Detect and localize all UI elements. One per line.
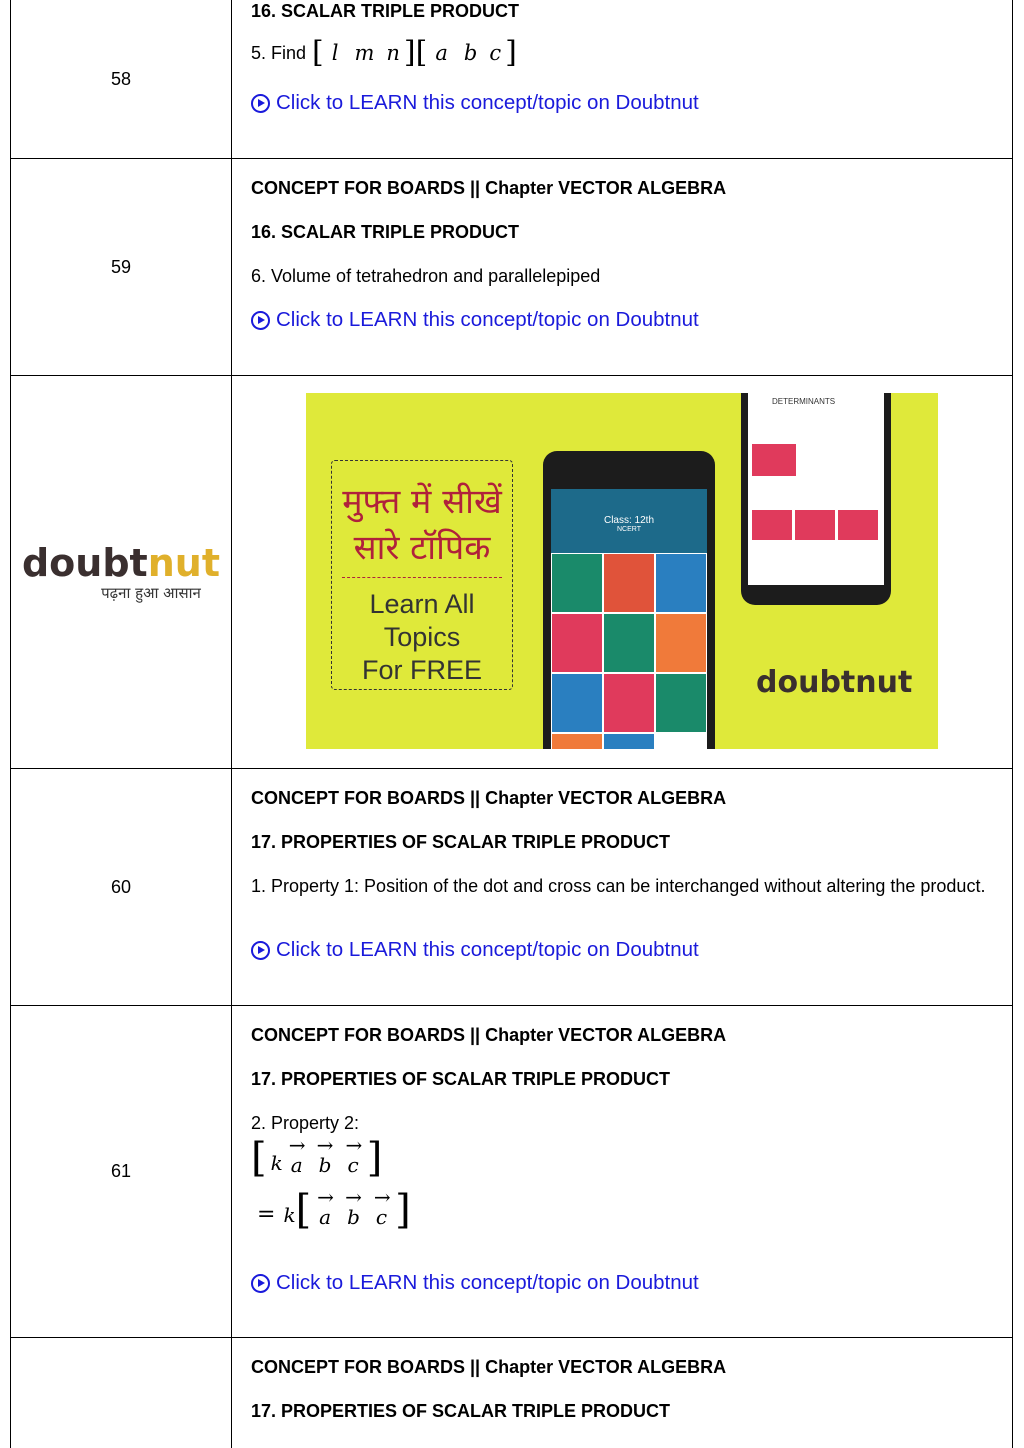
find-label: 5. Find xyxy=(251,43,307,63)
determinants-title: DETERMINANTS xyxy=(772,397,836,406)
tile xyxy=(655,613,707,673)
promo-banner[interactable] xyxy=(306,393,938,749)
banner-row xyxy=(10,376,1013,769)
row-content xyxy=(232,1006,1012,1337)
formula-line-1 xyxy=(251,1130,992,1180)
row-content xyxy=(232,1338,1012,1448)
bracket-close: ][ xyxy=(403,35,428,70)
phone-screen xyxy=(551,489,707,749)
tile xyxy=(603,613,655,673)
play-icon xyxy=(251,311,270,330)
row-number: 59 xyxy=(11,159,232,375)
promo-text-box xyxy=(331,460,513,690)
screen-header xyxy=(551,489,707,553)
class-label: Class: 12th xyxy=(603,515,655,526)
vector-c: → c xyxy=(347,1140,358,1176)
hindi-line-1: मुफ्त में सीखें xyxy=(342,482,502,522)
banner-brand: doubtnut xyxy=(756,665,913,700)
vector-a: → a xyxy=(291,1140,303,1176)
row-61 xyxy=(10,1006,1013,1338)
row-62 xyxy=(10,1338,1013,1448)
row-number: 58 xyxy=(11,0,232,158)
card xyxy=(838,510,878,540)
play-icon xyxy=(251,941,270,960)
concept-heading: CONCEPT FOR BOARDS || Chapter VECTOR ALGEBRA xyxy=(251,1357,727,1377)
math-l: l xyxy=(331,41,339,65)
learn-line-3: For FREE xyxy=(361,655,482,685)
question-text: 6. Volume of tetrahedron and parallelepiped xyxy=(251,266,601,286)
tile xyxy=(603,553,655,613)
concept-heading: CONCEPT FOR BOARDS || Chapter VECTOR ALGEBRA xyxy=(251,1025,727,1045)
link-label[interactable]: Click to LEARN this concept/topic on Doubtnut xyxy=(276,1271,699,1294)
tile xyxy=(655,553,707,613)
math-c: c xyxy=(489,41,502,65)
formula-line-2 xyxy=(251,1182,992,1232)
topic-grid xyxy=(551,553,707,749)
vector-a: → a xyxy=(319,1192,331,1228)
row-number xyxy=(11,1338,232,1448)
board-label: NCERT xyxy=(617,526,641,533)
bracket-open: [ xyxy=(295,1187,312,1233)
math-a: a xyxy=(435,41,448,65)
card xyxy=(752,510,792,540)
row-59 xyxy=(10,159,1013,376)
tile xyxy=(603,673,655,733)
bracket-close: ] xyxy=(395,1187,411,1233)
row-58 xyxy=(10,0,1013,159)
hindi-line-2: सारे टॉपिक xyxy=(353,528,491,568)
logo-wordmark: doubtnut xyxy=(21,541,220,585)
learn-link[interactable] xyxy=(251,92,992,114)
vector-b: → b xyxy=(319,1140,332,1176)
row-content xyxy=(232,159,1012,375)
equals: = xyxy=(257,1202,276,1227)
card-row xyxy=(752,506,880,540)
topic-heading: 17. PROPERTIES OF SCALAR TRIPLE PRODUCT xyxy=(251,1069,671,1089)
row-60 xyxy=(10,769,1013,1006)
math-n: n xyxy=(386,41,400,65)
math-b: b xyxy=(463,41,478,65)
learn-line-1: Learn All xyxy=(369,589,475,619)
logo-tagline: पढ़ना हुआ आसान xyxy=(101,584,201,602)
phone-image-front xyxy=(543,451,715,749)
phone-image-back xyxy=(741,393,891,605)
tile xyxy=(551,673,603,733)
tile xyxy=(551,613,603,673)
row-number: 60 xyxy=(11,769,232,1005)
phone-screen xyxy=(748,393,884,585)
topic-heading: 16. SCALAR TRIPLE PRODUCT xyxy=(251,1,520,21)
bracket-close: ] xyxy=(505,35,517,70)
vector-c: → c xyxy=(376,1192,387,1228)
question-text: 1. Property 1: Position of the dot and cross can be interchanged without altering the product. xyxy=(251,876,986,896)
tile xyxy=(551,733,603,749)
card xyxy=(795,510,835,540)
link-label[interactable]: Click to LEARN this concept/topic on Doubtnut xyxy=(276,938,699,961)
vector-b: → b xyxy=(347,1192,360,1228)
tile xyxy=(655,673,707,733)
learn-link[interactable] xyxy=(251,1272,992,1294)
tile xyxy=(551,553,603,613)
concept-heading: CONCEPT FOR BOARDS || Chapter VECTOR ALGEBRA xyxy=(251,788,727,808)
link-label[interactable]: Click to LEARN this concept/topic on Doubtnut xyxy=(276,308,699,331)
doubtnut-logo xyxy=(11,376,232,768)
learn-link[interactable] xyxy=(251,309,992,331)
bracket-open: [ xyxy=(251,1135,267,1181)
concept-heading: CONCEPT FOR BOARDS || Chapter VECTOR ALGEBRA xyxy=(251,178,727,198)
learn-line-2: Topics xyxy=(383,622,461,652)
topic-heading: 17. PROPERTIES OF SCALAR TRIPLE PRODUCT xyxy=(251,1401,671,1421)
play-icon xyxy=(251,94,270,113)
bracket-close: ] xyxy=(366,1135,383,1181)
row-content xyxy=(232,769,1012,1005)
row-number: 61 xyxy=(11,1006,232,1337)
pink-block xyxy=(752,444,796,476)
bracket-open: [ xyxy=(312,35,324,70)
row-content xyxy=(232,0,1012,158)
math-k: k xyxy=(283,1203,296,1227)
learn-link[interactable] xyxy=(251,939,992,961)
question-text xyxy=(251,35,992,70)
topic-heading: 16. SCALAR TRIPLE PRODUCT xyxy=(251,222,520,242)
tile xyxy=(655,733,707,749)
divider xyxy=(342,577,502,578)
play-icon xyxy=(251,1274,270,1293)
tile xyxy=(603,733,655,749)
math-m: m xyxy=(354,41,375,65)
question-text: 2. Property 2: xyxy=(251,1113,360,1133)
link-label[interactable]: Click to LEARN this concept/topic on Doubtnut xyxy=(276,91,699,114)
topic-heading: 17. PROPERTIES OF SCALAR TRIPLE PRODUCT xyxy=(251,832,671,852)
math-k: k xyxy=(270,1151,283,1175)
